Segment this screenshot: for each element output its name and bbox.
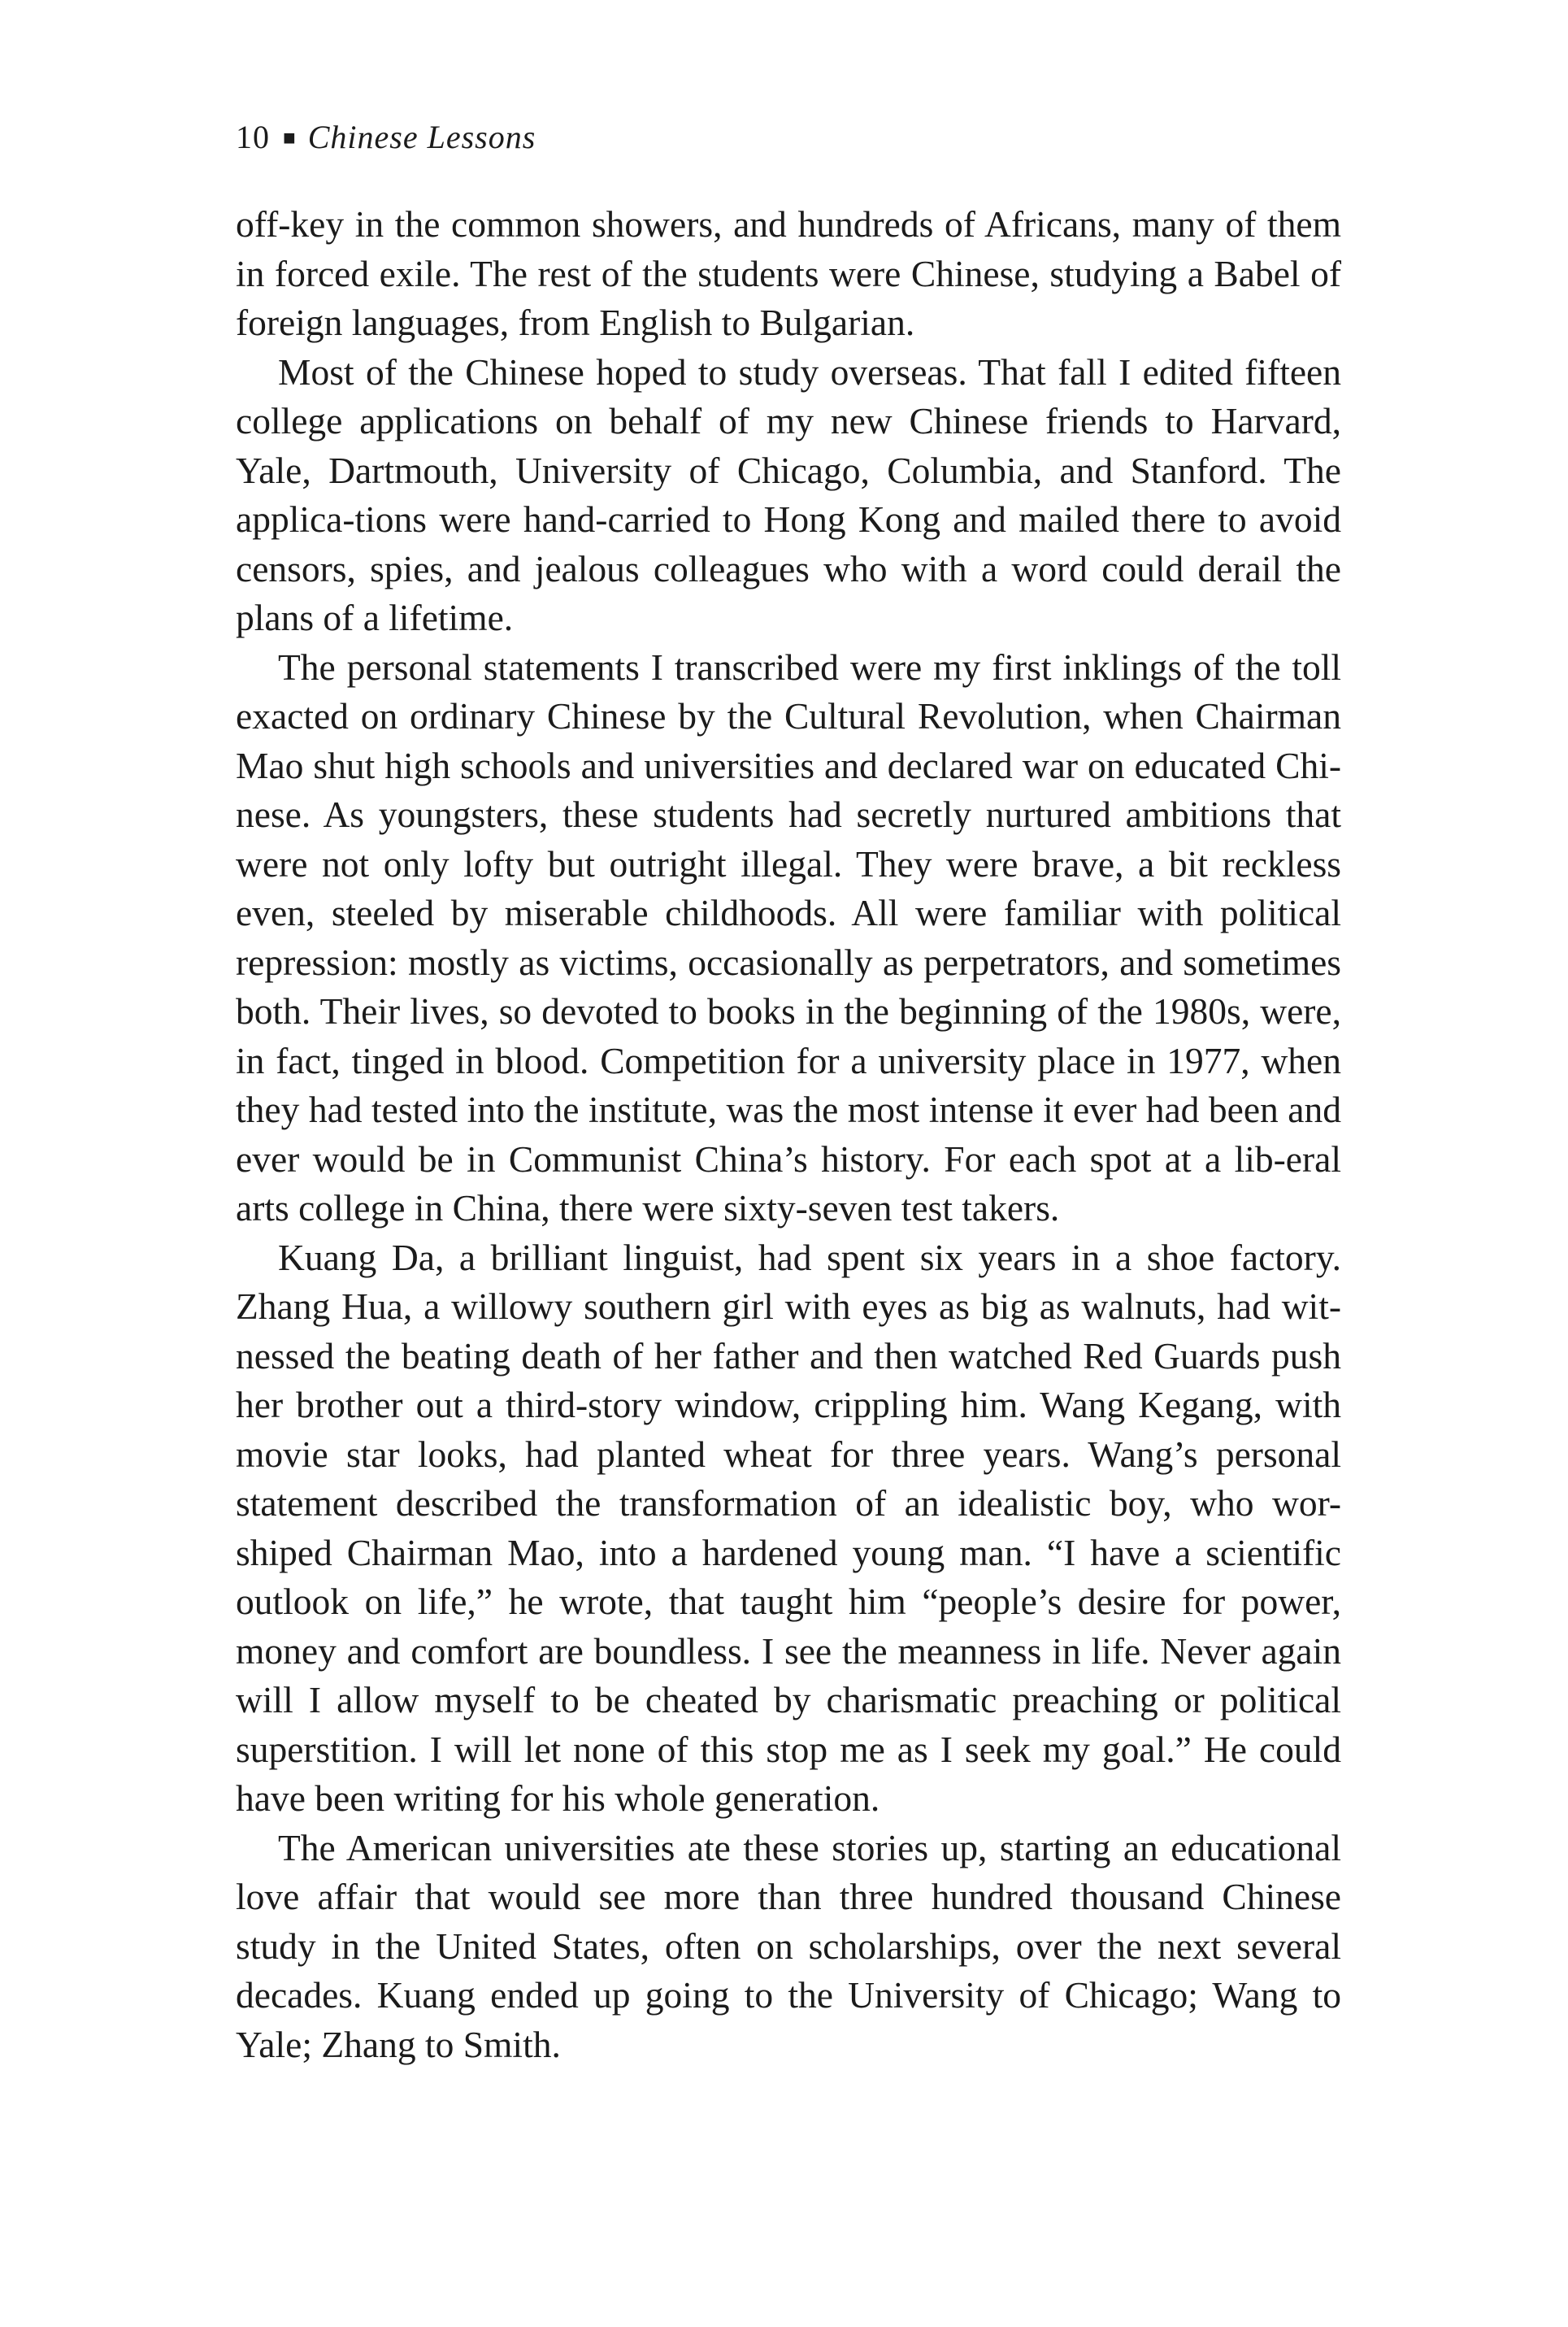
paragraph: Kuang Da, a brilliant linguist, had spent six years in a shoe factory. Zhang Hua, a willowy southern girl with eyes as big as walnuts, had wit-nessed the beating death of her father and then watched Red Guards push her brother out a third-story window, crippling him. Wang Kegang, with movie star looks, had planted wheat for three years. Wang’s personal statement described the transformation of an idealistic boy, who wor-shiped Chairman Mao, into a hardened young man. “I have a scientific outlook on life,” he wrote, that taught him “people’s desire for power, money and comfort are boundless. I see the meanness in life. Never again will I allow myself to be cheated by charismatic preaching or political superstition. I will let none of this stop me as I seek my goal.” He could have been writing for his whole generation. [236,1236,1341,1819]
paragraph: Most of the Chinese hoped to study overseas. That fall I edited fifteen college applications on behalf of my new Chinese friends to Harvard, Yale, Dartmouth, University of Chicago, Columbia, and Stanford. The applica-tions were hand-carried to Hong Kong and mailed there to avoid censors, spies, and jealous colleagues who with a word could derail the plans of a lifetime. [236,350,1341,638]
paragraph: The personal statements I transcribed were my first inklings of the toll exacted on ordinary Chinese by the Cultural Revolution, when Chairman Mao shut high schools and universities and declared war on educated Chi-nese. As youngsters, these students had secretly nurtured ambitions that were not only lofty but outright illegal. They were brave, a bit reckless even, steeled by miserable childhoods. All were familiar with political repression: mostly as victims, occasionally as perpetrators, and sometimes both. Their lives, so devoted to books in the beginning of the 1980s, were, in fact, tinged in blood. Competition for a university place in 1977, when they had tested into the institute, was the most intense it ever had been and ever would be in Communist China’s history. For each spot at a lib-eral arts college in China, there were sixty-seven test takers. [236,646,1341,1229]
paragraph: off-key in the common showers, and hundreds of Africans, many of them in forced exile. The rest of the students were Chinese, studying a Babel of foreign languages, from English to Bulgarian. [236,203,1341,343]
separator-bullet: ■ [283,126,297,150]
page-number: 10 [236,119,270,155]
book-title: Chinese Lessons [307,119,536,155]
paragraph: The American universities ate these stories up, starting an educational love affair that would see more than three hundred thousand Chinese study in the United States, often on scholarships, over the next several decades. Kuang ended up going to the University of Chicago; Wang to Yale; Zhang to Smith. [236,1826,1341,2065]
running-head [236,118,536,161]
body-text [236,200,1341,2069]
